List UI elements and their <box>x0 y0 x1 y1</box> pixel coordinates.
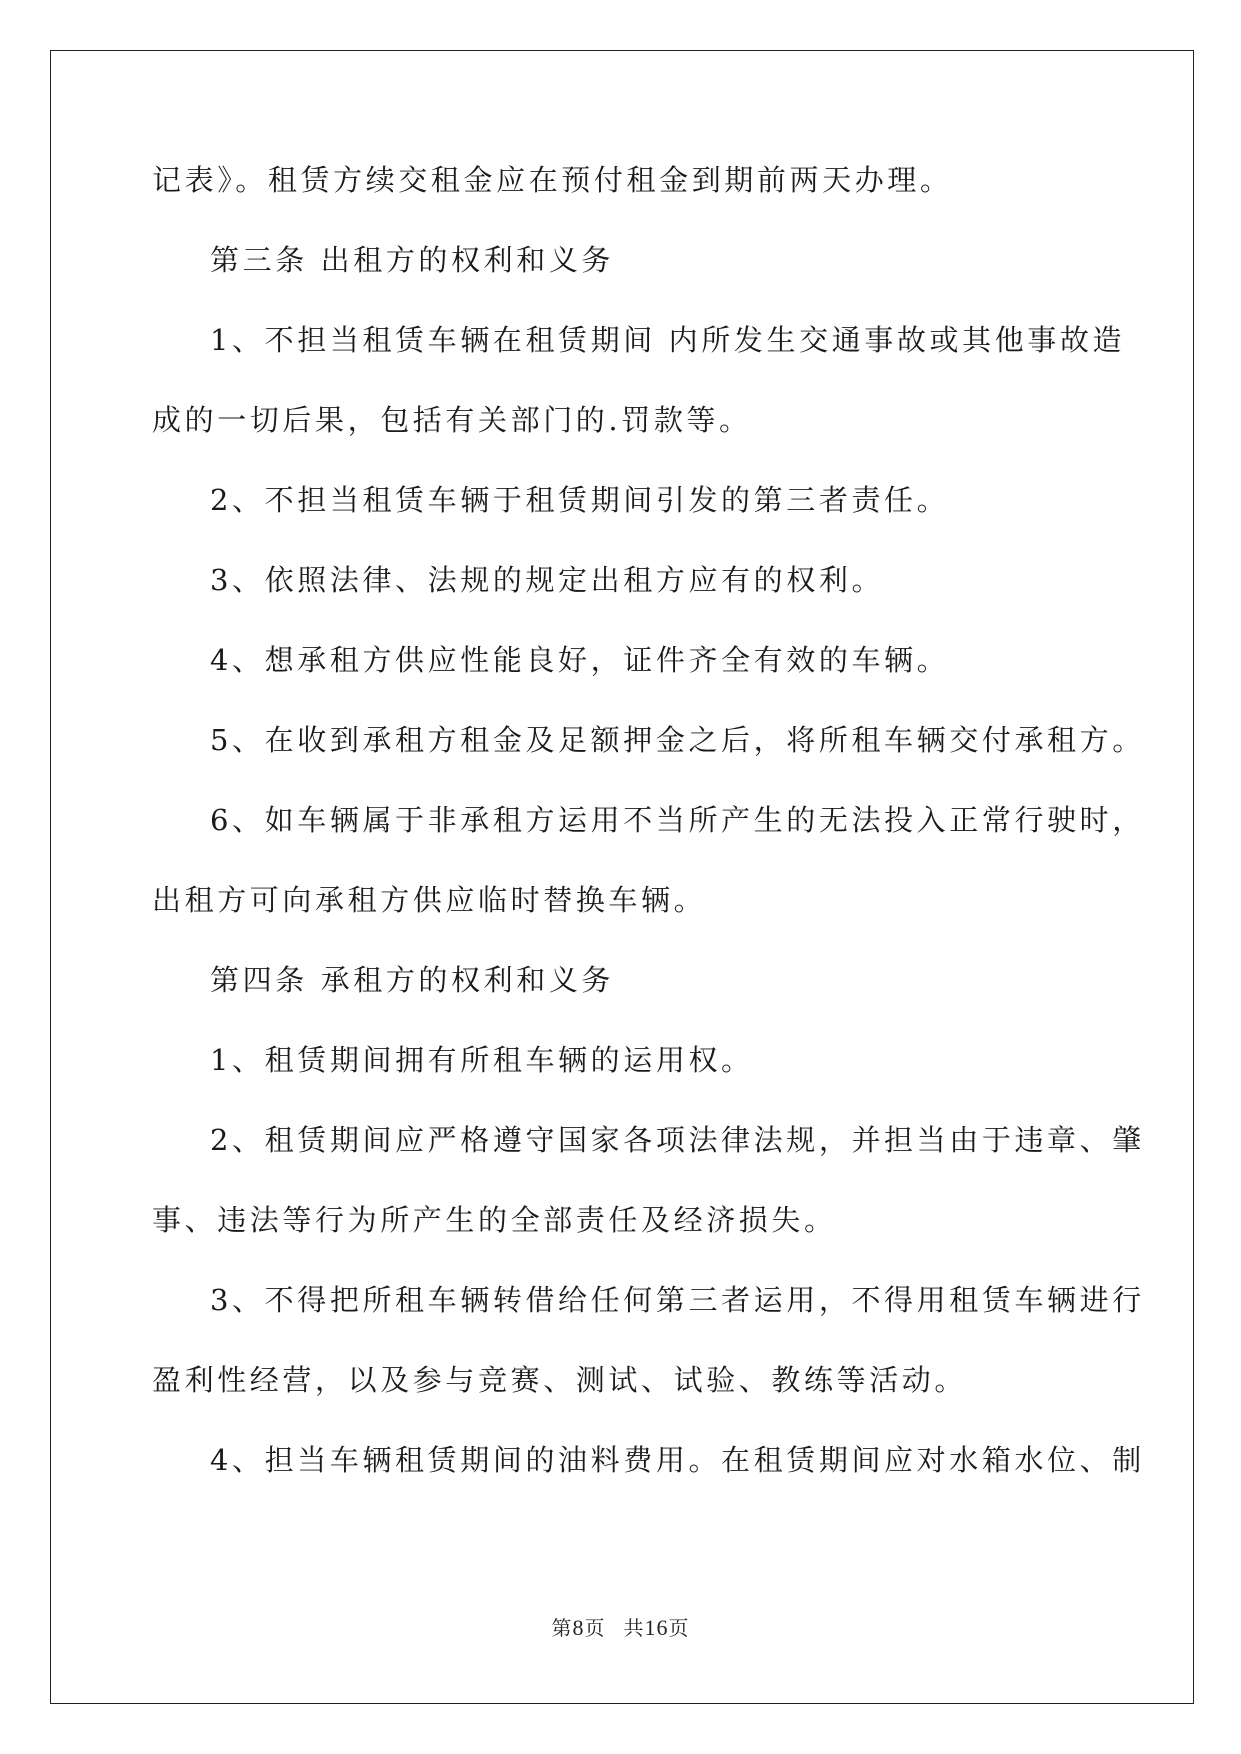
paragraph-line: 1、不担当租赁车辆在租赁期间 内所发生交通事故或其他事故造 <box>210 323 1126 357</box>
total-pages: 16 <box>644 1615 669 1640</box>
paragraph-line: 2、租赁期间应严格遵守国家各项法律法规，并担当由于违章、肇 <box>210 1123 1145 1157</box>
paragraph-line: 盈利性经营，以及参与竞赛、测试、试验、教练等活动。 <box>152 1363 968 1397</box>
paragraph-line: 出租方可向承租方供应临时替换车辆。 <box>152 883 707 917</box>
section-heading: 第四条 承租方的权利和义务 <box>210 963 615 997</box>
paragraph-line: 成的一切后果，包括有关部门的.罚款等。 <box>152 403 752 437</box>
page-prefix: 第 <box>551 1616 573 1640</box>
paragraph-line: 4、担当车辆租赁期间的油料费用。在租赁期间应对水箱水位、制 <box>210 1443 1145 1477</box>
paragraph-line: 1、租赁期间拥有所租车辆的运用权。 <box>210 1043 754 1077</box>
paragraph-line: 2、不担当租赁车辆于租赁期间引发的第三者责任。 <box>210 483 950 517</box>
paragraph-line: 3、不得把所租车辆转借给任何第三者运用，不得用租赁车辆进行 <box>210 1283 1145 1317</box>
paragraph-line: 4、想承租方供应性能良好，证件齐全有效的车辆。 <box>210 643 950 677</box>
page-footer <box>0 1612 1241 1641</box>
paragraph-line: 事、违法等行为所产生的全部责任及经济损失。 <box>152 1203 837 1237</box>
total-prefix: 共 <box>623 1616 645 1640</box>
paragraph-line: 5、在收到承租方租金及足额押金之后，将所租车辆交付承租方。 <box>210 723 1145 757</box>
total-suffix: 页 <box>668 1616 690 1640</box>
section-heading: 第三条 出租方的权利和义务 <box>210 243 615 277</box>
paragraph-line: 6、如车辆属于非承租方运用不当所产生的无法投入正常行驶时， <box>210 803 1145 837</box>
page-number: 8 <box>572 1615 585 1640</box>
paragraph-line: 记表》。租赁方续交租金应在预付租金到期前两天办理。 <box>152 163 953 197</box>
page-suffix: 页 <box>584 1616 606 1640</box>
paragraph-line: 3、依照法律、法规的规定出租方应有的权利。 <box>210 563 885 597</box>
